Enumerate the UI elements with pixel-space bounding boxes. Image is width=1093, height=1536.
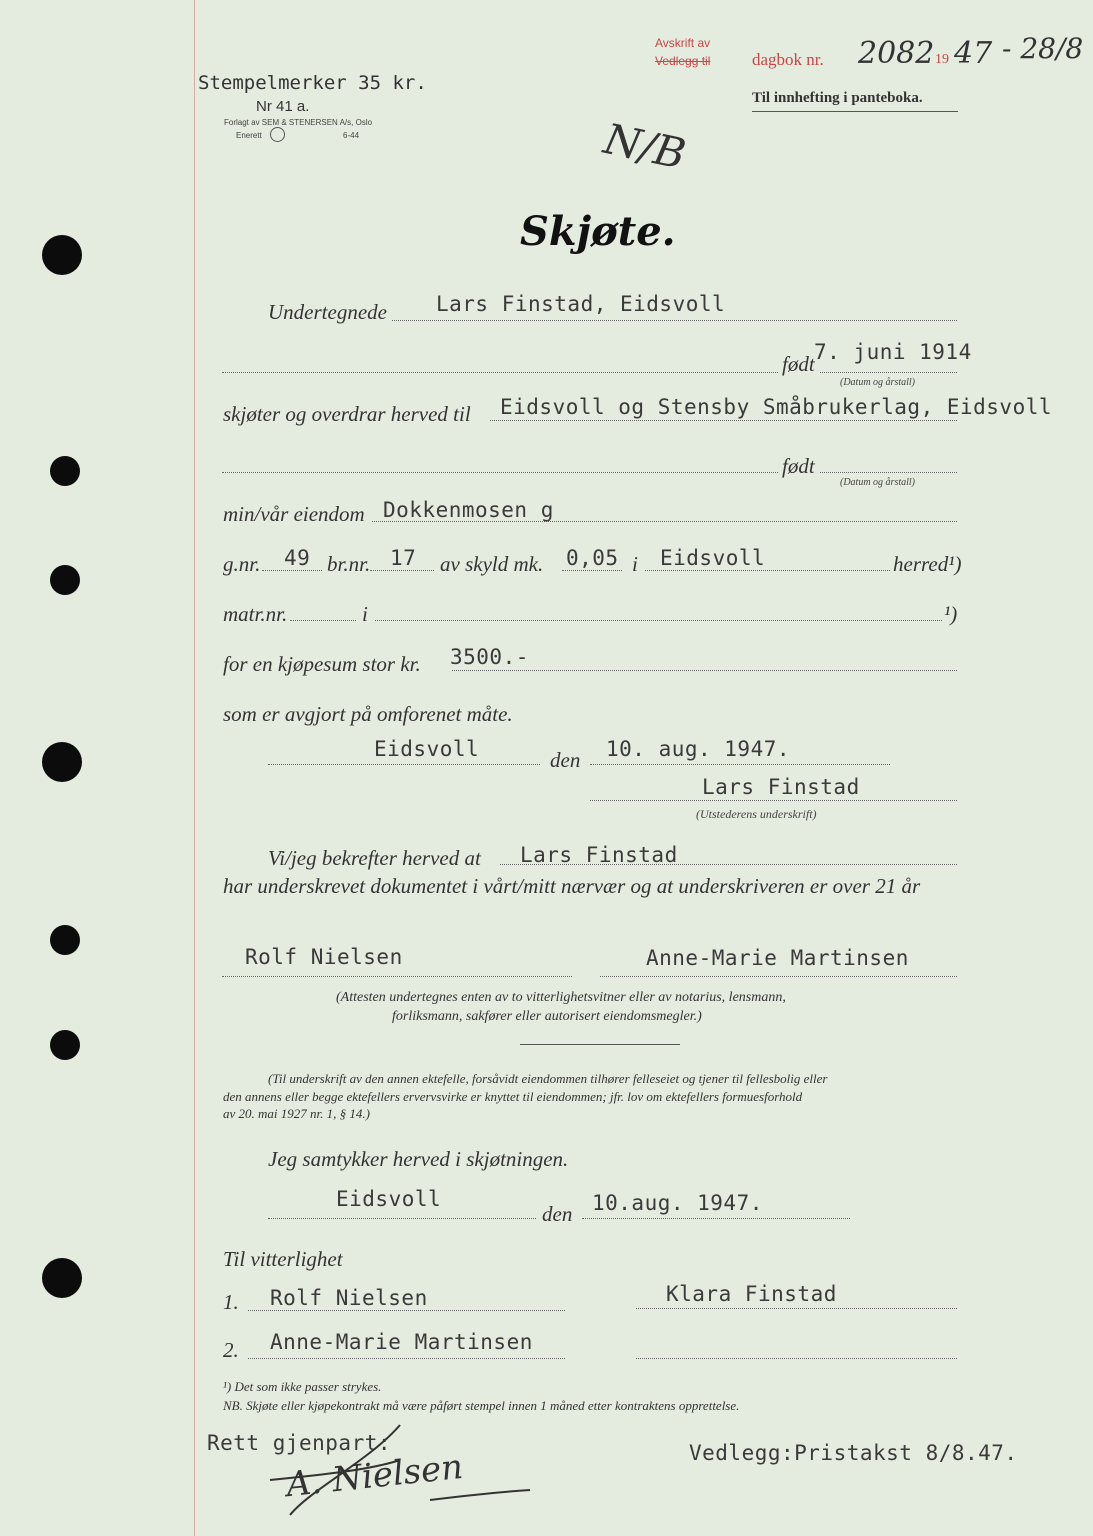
bekrefter-label: Vi/jeg bekrefter herved at xyxy=(268,846,481,870)
dagbok-number: 2082 xyxy=(858,36,935,71)
footnote-1: ¹) Det som ikke passer strykes. xyxy=(223,1379,382,1394)
spouse-note-2: den annens eller begge ektefellers ervervsvirke er knyttet til eiendommen; jfr. lov om ektefellers formuesforhold xyxy=(223,1089,803,1104)
handwritten-signature: A. Nielsen xyxy=(284,1446,465,1506)
publisher-line-2: Enerett xyxy=(236,131,262,140)
skjoter-label: skjøter og overdrar herved til xyxy=(223,402,471,426)
vitne2-field: Anne-Marie Martinsen xyxy=(270,1330,533,1354)
binding-hole-6 xyxy=(50,1030,80,1060)
binding-hole-2 xyxy=(50,456,80,486)
dagbok-year-prefix: 19 xyxy=(935,52,949,67)
attest-note-2: forliksmann, sakfører eller autorisert eiendomsmegler.) xyxy=(392,1009,702,1024)
vitne1-field: Rolf Nielsen xyxy=(270,1286,428,1310)
brnr-field: 17 xyxy=(390,546,417,570)
utsteder-note: (Utstederens underskrift) xyxy=(696,807,817,821)
margin-line xyxy=(194,0,195,1536)
herred-label: herred¹) xyxy=(893,552,962,576)
municipality-field: Eidsvoll xyxy=(660,546,766,570)
avskrift-label: Avskrift av xyxy=(655,36,711,50)
datum-note-1: (Datum og årstall) xyxy=(840,377,915,388)
price-field: 3500.- xyxy=(450,645,529,669)
den-label-1: den xyxy=(550,748,581,772)
vitne-number-1: 1. xyxy=(223,1290,239,1314)
witness1-field: Rolf Nielsen xyxy=(245,945,403,969)
attest-note-1: (Attesten undertegnes enten av to vitterlighetsvitner eller av notarius, lensmann, xyxy=(336,990,786,1005)
gnr-field: 49 xyxy=(284,546,311,570)
vedlegg-label: Vedlegg til xyxy=(655,54,711,68)
initials: N/B xyxy=(599,114,690,179)
binding-hole-4 xyxy=(42,742,82,782)
matr-paren: ¹) xyxy=(944,602,958,626)
document-title: Skjøte. xyxy=(520,208,676,255)
i-label-1: i xyxy=(632,552,638,576)
den-label-2: den xyxy=(542,1202,573,1226)
seller-field: Lars Finstad, Eidsvoll xyxy=(436,292,726,316)
stamp-line: Stempelmerker 35 kr. xyxy=(198,72,427,94)
matr-label: matr.nr. xyxy=(223,602,288,626)
skyld-field: 0,05 xyxy=(566,546,619,570)
section-divider xyxy=(520,1044,680,1045)
confirmed-person-field: Lars Finstad xyxy=(520,843,678,867)
consent-date-field: 10.aug. 1947. xyxy=(592,1191,763,1215)
rett-gjenpart-label: Rett gjenpart: xyxy=(207,1431,392,1455)
consent-place-field: Eidsvoll xyxy=(336,1187,442,1211)
spouse-note-3: av 20. mai 1927 nr. 1, § 14.) xyxy=(223,1106,370,1121)
signature-flourish xyxy=(250,1420,540,1530)
print-code: 6-44 xyxy=(343,131,360,140)
buyer-field: Eidsvoll og Stensby Småbrukerlag, Eidsvoll xyxy=(500,395,1053,419)
innhefting-underline xyxy=(752,111,958,112)
vitne-number-2: 2. xyxy=(223,1338,239,1362)
avgjort-label: som er avgjort på omforenet måte. xyxy=(223,702,513,726)
fodt-label-2: født xyxy=(782,454,815,478)
av-skyld-label: av skyld mk. xyxy=(440,552,544,576)
binding-hole-7 xyxy=(42,1258,82,1298)
i-label-2: i xyxy=(362,602,368,626)
min-var-label: min/vår eiendom xyxy=(223,502,365,526)
witness2-field: Anne-Marie Martinsen xyxy=(646,946,909,970)
date-field: 10. aug. 1947. xyxy=(606,737,791,761)
spouse-note-1: (Til underskrift av den annen ektefelle, forsåvidt eiendommen tilhører felleseiet og tjener til fellesbolig eller xyxy=(268,1071,828,1086)
kjopesum-label: for en kjøpesum stor kr. xyxy=(223,652,421,676)
datum-note-2: (Datum og årstall) xyxy=(840,477,915,488)
undertegnede-label: Undertegnede xyxy=(268,300,387,324)
dagbok-date: - 28/8 xyxy=(1002,32,1084,65)
spouse-signature-field: Klara Finstad xyxy=(666,1282,837,1306)
vedlegg-field: Vedlegg:Pristakst 8/8.47. xyxy=(689,1441,1018,1465)
signature-field: Lars Finstad xyxy=(702,775,860,799)
binding-hole-5 xyxy=(50,925,80,955)
dagbok-label: dagbok nr. xyxy=(752,50,824,69)
binding-hole-1 xyxy=(42,235,82,275)
form-number: Nr 41 a. xyxy=(256,98,310,115)
innhefting-label: Til innhefting i panteboka. xyxy=(752,90,923,106)
brnr-label: br.nr. xyxy=(327,552,371,576)
fodt-label-1: født xyxy=(782,352,815,376)
vitterlighet-label: Til vitterlighet xyxy=(223,1247,343,1271)
property-field: Dokkenmosen g xyxy=(383,498,554,522)
underskrevet-label: har underskrevet dokumentet i vårt/mitt nærvær og at underskriveren er over 21 år xyxy=(223,874,921,898)
binding-hole-3 xyxy=(50,565,80,595)
publisher-seal-icon xyxy=(270,127,285,142)
seller-birth-field: 7. juni 1914 xyxy=(814,340,972,364)
publisher-line-1: Forlagt av SEM & STENERSEN A/s, Oslo xyxy=(224,118,373,127)
samtykker-label: Jeg samtykker herved i skjøtningen. xyxy=(268,1147,569,1171)
place-field: Eidsvoll xyxy=(374,737,480,761)
gnr-label: g.nr. xyxy=(223,552,261,576)
dagbok-year: 47 xyxy=(954,36,993,71)
footnote-2: NB. Skjøte eller kjøpekontrakt må være påført stempel innen 1 måned etter kontraktens opprettelse. xyxy=(223,1398,740,1413)
